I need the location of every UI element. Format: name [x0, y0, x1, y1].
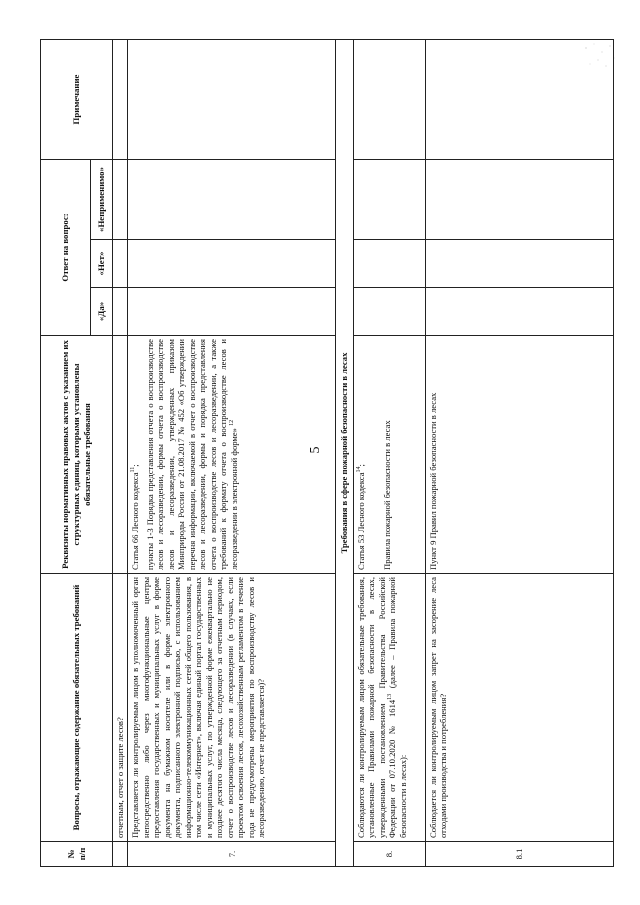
- cell-no[interactable]: [353, 240, 425, 288]
- section-row: [336, 39, 353, 866]
- cell-num: 8.: [353, 842, 425, 867]
- cell-note: [113, 39, 128, 159]
- cell-na[interactable]: [353, 159, 425, 239]
- section-title: Требования в сфере пожарной безопасности в лесах: [336, 39, 353, 866]
- footnote-ref: 11: [130, 466, 137, 473]
- page-number: 5: [308, 446, 323, 454]
- requisite-line: Статья 53 Лесного кодекса: [355, 472, 366, 570]
- table-row-7: [128, 39, 336, 866]
- header-question: Вопросы, отражающие содержание обязательных требований: [41, 574, 113, 842]
- table-row-continued: [113, 39, 128, 866]
- header-row: [41, 39, 91, 866]
- footnote-ref: 13: [387, 693, 394, 700]
- header-note: Примечание: [41, 39, 113, 159]
- table-row-8: [353, 39, 425, 866]
- cell-na[interactable]: [425, 159, 613, 239]
- punctuation: ;: [355, 464, 366, 467]
- cell-num: [113, 842, 128, 867]
- punctuation: ;: [130, 464, 141, 467]
- requisite-line: пункты 1-3 Порядка представления отчета о воспроизводстве лесов и лесоразведении, формы отчета о воспроизводстве лесов и лесоразведении, утвержденных приказом Минприроды России от 21.08.2017 № 452 «Об утверждении перечня информации, включаемой в отчет о воспроизводстве лесов и лесоразведении, формы и порядка представления отчета о воспроизводстве лесов и лесоразведении, а также требований к формату отчета о воспроизводстве лесов и лесоразведении в электронной форме»: [144, 339, 239, 570]
- cell-requisites: [113, 336, 128, 574]
- requisite-line: Статья 66 Лесного кодекса: [130, 472, 141, 570]
- header-num: № п/п: [41, 842, 113, 867]
- cell-no[interactable]: [128, 240, 336, 288]
- footnote-ref: 12: [228, 419, 235, 426]
- cell-note[interactable]: [128, 39, 336, 159]
- cell-num: 8.1: [425, 842, 613, 867]
- cell-requisites: [353, 336, 425, 574]
- cell-question: Соблюдается ли контролируемым лицом запрет на засорение леса отходами производства и потребления?: [425, 574, 613, 842]
- question-text: Соблюдаются ли контролируемым лицом обязательные требования, установленные Правилами пожарной безопасности в лесах, утвержденными постановлением Правительства Российской Федерации от 07.10.2020 № 1614: [355, 577, 398, 838]
- cell-question: [353, 574, 425, 842]
- cell-yes[interactable]: [353, 288, 425, 336]
- header-no: «Нет»: [91, 240, 113, 288]
- cell-question: Представляется ли контролируемым лицом в уполномоченный орган непосредственно либо через многофункциональные центры предоставления государственных и муниципальных услуг в форме документа на бумажном носителе или в форме электронного документа, подписанного электронной подписью, с использованием информационно-телекоммуникационных сетей общего пользования, в том числе сети «Интернет», включая единый портал государственных и муниципальных услуг, по утвержденной форме ежеквартально не позднее десятого числа месяца, следующего за отчетным периодом, отчет о воспроизводстве лесов и лесоразведении (в случаях, если проектом освоения лесов, лесохозяйственным регламентом в течение года не предусмотрены мероприятия по воспроизводству лесов и лесоразведению, отчет не представляется)?: [128, 574, 336, 842]
- cell-requisites: Пункт 9 Правил пожарной безопасности в лесах: [425, 336, 613, 574]
- cell-na: [113, 159, 128, 239]
- cell-note[interactable]: [353, 39, 425, 159]
- header-answer-group: Ответ на вопрос:: [41, 159, 91, 335]
- requisite-line: Правила пожарной безопасности в лесах: [382, 420, 393, 570]
- requirements-table: [40, 39, 614, 867]
- cell-no[interactable]: [425, 240, 613, 288]
- rotated-table-container: [40, 40, 600, 867]
- cell-note[interactable]: [425, 39, 613, 159]
- cell-num: 7.: [128, 842, 336, 867]
- cell-yes[interactable]: [128, 288, 336, 336]
- header-yes: «Да»: [91, 288, 113, 336]
- table-row-8-1: [425, 39, 613, 866]
- cell-requisites: [128, 336, 336, 574]
- footnote-ref: 14: [356, 466, 363, 473]
- question-text-end: (далее – Правила пожарной безопасности в лесах):: [387, 577, 408, 838]
- cell-yes: [113, 288, 128, 336]
- cell-na[interactable]: [128, 159, 336, 239]
- header-na: «Неприменимо»: [91, 159, 113, 239]
- cell-yes[interactable]: [425, 288, 613, 336]
- cell-question: отчетным, отчет о защите лесов?: [113, 574, 128, 842]
- header-requisites: Реквизиты нормативных правовых актов с указанием их структурных единиц, которыми установлены обязательные требования: [41, 336, 113, 574]
- cell-no: [113, 240, 128, 288]
